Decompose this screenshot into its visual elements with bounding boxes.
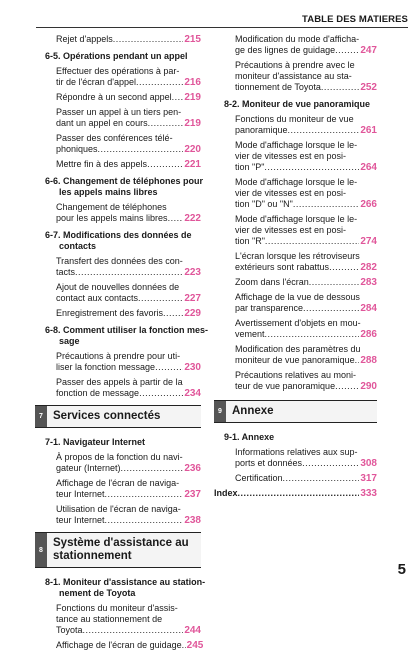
toc-entry[interactable] xyxy=(45,34,201,45)
toc-entry[interactable] xyxy=(224,34,377,56)
toc-entry-text: Changement de téléphones xyxy=(56,202,167,212)
toc-page-number: 237 xyxy=(184,489,201,500)
dot-leader xyxy=(155,362,183,373)
index-label: Index xyxy=(214,488,238,498)
toc-entry-text: tion "P" xyxy=(235,162,265,172)
toc-entry-text: Fonctions du moniteur d'assis- xyxy=(56,603,178,613)
toc-group-right-1 xyxy=(224,34,377,392)
toc-entry-text: pour les appels mains libres xyxy=(56,213,168,223)
toc-page-number: 282 xyxy=(360,262,377,273)
toc-entry-text: Passer des conférences télé- xyxy=(56,133,173,143)
chapter-title: Annexe xyxy=(232,405,274,417)
toc-entry-text: teur Internet xyxy=(56,489,105,499)
toc-entry[interactable] xyxy=(224,292,377,314)
toc-entry[interactable] xyxy=(45,308,201,319)
toc-entry-text: teur Internet xyxy=(56,515,105,525)
toc-entry-text: 9-1. Annexe xyxy=(224,432,275,442)
toc-page-number: 247 xyxy=(360,45,377,56)
toc-entry-text: tionnement de Toyota xyxy=(235,82,321,92)
toc-entry-text: gateur (Internet) xyxy=(56,463,121,473)
toc-page-number: 308 xyxy=(360,458,377,469)
toc-entry[interactable] xyxy=(224,344,377,366)
dot-leader xyxy=(168,213,184,224)
chapter-title: Services connectés xyxy=(53,410,161,422)
toc-page-number: 229 xyxy=(184,308,201,319)
dot-leader xyxy=(75,267,183,278)
toc-entry[interactable] xyxy=(45,478,201,500)
page-number: 5 xyxy=(397,561,406,578)
toc-page-number: 238 xyxy=(184,515,201,526)
toc-entry-text: Rejet d'appels xyxy=(56,34,113,44)
toc-page-number: 288 xyxy=(360,355,377,366)
toc-entry[interactable] xyxy=(224,114,377,136)
toc-entry-text: Mode d'affichage lorsque le le- xyxy=(235,140,358,150)
toc-entry[interactable] xyxy=(224,447,377,469)
dot-leader xyxy=(105,489,184,500)
toc-entry-text: les appels mains libres xyxy=(59,187,158,197)
dot-leader xyxy=(265,329,360,340)
dot-leader xyxy=(329,262,359,273)
toc-entry-text: nement de Toyota xyxy=(59,588,136,598)
toc-group-right-2 xyxy=(224,432,377,484)
chapter-number: 7 xyxy=(35,406,47,427)
toc-entry[interactable] xyxy=(45,256,201,278)
toc-page-number: 290 xyxy=(360,381,377,392)
toc-entry-text: Affichage de l'écran de naviga- xyxy=(56,478,180,488)
toc-entry-text: Enregistrement des favoris xyxy=(56,308,164,318)
dot-leader xyxy=(172,92,184,103)
toc-section-heading[interactable] xyxy=(45,51,201,62)
toc-entry-text: vier de vitesses est en posi- xyxy=(235,151,347,161)
toc-entry[interactable] xyxy=(224,370,377,392)
toc-section-heading[interactable] xyxy=(45,325,209,347)
toc-page-number: 222 xyxy=(184,213,201,224)
toc-page-number: 219 xyxy=(184,118,201,129)
toc-entry[interactable] xyxy=(224,140,377,173)
dot-leader xyxy=(148,118,184,129)
dot-leader xyxy=(283,473,360,484)
toc-entry[interactable] xyxy=(45,107,201,129)
toc-entry-text: Zoom dans l'écran xyxy=(235,277,309,287)
toc-page-number: 284 xyxy=(360,303,377,314)
toc-entry-text: Modification du mode d'afficha- xyxy=(235,34,360,44)
chapter-8-heading[interactable] xyxy=(35,532,201,568)
toc-page-number: 266 xyxy=(360,199,377,210)
dot-leader xyxy=(335,45,359,56)
toc-entry-text: tacts xyxy=(56,267,76,277)
toc-entry-text: 6-7. Modifications des données de xyxy=(45,230,192,240)
toc-entry-text: Précautions à prendre pour uti- xyxy=(56,351,181,361)
toc-page-number: 216 xyxy=(184,77,201,88)
toc-page-number: 215 xyxy=(184,34,201,45)
toc-entry[interactable] xyxy=(224,473,377,484)
dot-leader xyxy=(264,162,359,173)
toc-page-number: 219 xyxy=(184,92,201,103)
toc-entry-text: Passer un appel à un tiers pen- xyxy=(56,107,182,117)
toc-entry-text: tion "D" ou "N" xyxy=(235,199,293,209)
toc-page-number: 236 xyxy=(184,463,201,474)
toc-entry[interactable] xyxy=(224,318,377,340)
toc-entry-text: liser la fonction message xyxy=(56,362,156,372)
toc-page-number: 261 xyxy=(360,125,377,136)
toc-entry[interactable] xyxy=(45,66,201,88)
toc-entry-text: 6-8. Comment utiliser la fonction mes- xyxy=(45,325,209,335)
toc-entry[interactable] xyxy=(45,377,201,399)
toc-entry-text: Fonctions du moniteur de vue xyxy=(235,114,354,124)
toc-entry-text: Ajout de nouvelles données de xyxy=(56,282,180,292)
toc-group-left-3 xyxy=(45,577,206,651)
dot-leader xyxy=(98,144,184,155)
toc-entry-text: panoramique xyxy=(235,125,288,135)
toc-page-number: 245 xyxy=(186,640,204,651)
toc-entry-text: tion "R" xyxy=(235,236,265,246)
toc-entry-text: Répondre à un second appel xyxy=(56,92,172,102)
dot-leader xyxy=(182,640,186,651)
toc-entry-text: Mode d'affichage lorsque le le- xyxy=(235,214,358,224)
toc-entry-text: Précautions relatives au moni- xyxy=(235,370,357,380)
dot-leader xyxy=(335,381,359,392)
toc-page-number: 234 xyxy=(184,388,201,399)
toc-page-number: 317 xyxy=(360,473,377,484)
toc-entry-text: Transfert des données des con- xyxy=(56,256,183,266)
toc-section-heading[interactable] xyxy=(45,577,206,599)
toc-entry-text: Toyota xyxy=(56,625,83,635)
toc-entry-text: Modification des paramètres du xyxy=(235,344,361,354)
dot-leader xyxy=(138,293,183,304)
chapter-7-heading[interactable] xyxy=(35,405,201,428)
toc-entry[interactable] xyxy=(45,133,201,155)
toc-entry-text: vier de vitesses est en posi- xyxy=(235,188,347,198)
toc-entry[interactable] xyxy=(224,277,377,288)
index-page: 333 xyxy=(360,488,377,499)
toc-section-heading[interactable] xyxy=(45,230,201,252)
toc-entry-text: moniteur de vue panoramique xyxy=(235,355,355,365)
dot-leader xyxy=(163,308,183,319)
toc-page-number: 223 xyxy=(184,267,201,278)
toc-page-number: 244 xyxy=(184,625,201,636)
toc-section-heading[interactable] xyxy=(45,437,201,448)
toc-section-heading[interactable] xyxy=(224,99,377,110)
dot-leader xyxy=(113,34,184,45)
toc-entry[interactable] xyxy=(45,640,204,651)
toc-group-left-1 xyxy=(45,34,209,399)
toc-entry-text: tir de l'écran d'appel xyxy=(56,77,136,87)
dot-leader xyxy=(303,303,359,314)
chapter-9-heading[interactable] xyxy=(214,400,377,423)
dot-leader xyxy=(105,515,184,526)
toc-entry-text: moniteur d'assistance au sta- xyxy=(235,71,352,81)
toc-entry-text: contacts xyxy=(59,241,97,251)
toc-right-column xyxy=(214,34,377,499)
toc-entry-text: dant un appel en cours xyxy=(56,118,148,128)
toc-entry-text: 8-1. Moniteur d'assistance au station- xyxy=(45,577,206,587)
dot-leader xyxy=(302,458,359,469)
toc-entry-text: phoniques xyxy=(56,144,98,154)
toc-entry[interactable] xyxy=(45,504,201,526)
toc-entry-text: ports et données xyxy=(235,458,303,468)
dot-leader xyxy=(293,199,360,210)
toc-entry[interactable] xyxy=(224,214,377,247)
toc-entry-text: Précautions à prendre avec le xyxy=(235,60,355,70)
toc-entry-text: Affichage de l'écran de guidage xyxy=(56,640,182,650)
toc-page-number: 221 xyxy=(184,159,201,170)
toc-page-number: 283 xyxy=(360,277,377,288)
dot-leader xyxy=(83,625,184,636)
toc-entry-text: Effectuer des opérations à par- xyxy=(56,66,180,76)
toc-entry[interactable] xyxy=(45,351,201,373)
toc-entry-text: tance au stationnement de xyxy=(56,614,163,624)
toc-entry-text: 6-5. Opérations pendant un appel xyxy=(45,51,188,61)
dot-leader xyxy=(309,277,360,288)
toc-entry[interactable] xyxy=(45,603,201,636)
toc-entry-text: contact aux contacts xyxy=(56,293,139,303)
dot-leader xyxy=(147,159,183,170)
index-entry[interactable] xyxy=(214,488,377,499)
header-title: TABLE DES MATIERES xyxy=(302,14,408,25)
chapter-number: 9 xyxy=(214,401,226,422)
toc-section-heading[interactable] xyxy=(224,432,377,443)
toc-entry-text: sage xyxy=(59,336,80,346)
toc-entry-text: Passer des appels à partir de la xyxy=(56,377,183,387)
toc-group-left-2 xyxy=(45,437,201,526)
dot-leader xyxy=(121,463,184,474)
toc-entry-text: Affichage de la vue de dessous xyxy=(235,292,360,302)
toc-page-number: 264 xyxy=(360,162,377,173)
chapter-number: 8 xyxy=(35,533,47,567)
toc-entry[interactable] xyxy=(224,251,377,273)
header-rule xyxy=(36,27,408,28)
dot-leader xyxy=(238,488,360,498)
toc-entry-text: L'écran lorsque les rétroviseurs xyxy=(235,251,360,261)
toc-entry-text: Avertissement d'objets en mou- xyxy=(235,318,361,328)
toc-entry[interactable] xyxy=(224,177,377,210)
toc-entry[interactable] xyxy=(45,452,201,474)
toc-entry-text: Certification xyxy=(235,473,283,483)
dot-leader xyxy=(355,355,360,366)
toc-entry-text: par transparence xyxy=(235,303,304,313)
toc-entry-text: 6-6. Changement de téléphones pour xyxy=(45,176,204,186)
toc-page-number: 227 xyxy=(184,293,201,304)
toc-section-heading[interactable] xyxy=(45,176,204,198)
toc-entry-text: 7-1. Navigateur Internet xyxy=(45,437,146,447)
dot-leader xyxy=(136,77,183,88)
dot-leader xyxy=(139,388,183,399)
toc-entry-text: Utilisation de l'écran de naviga- xyxy=(56,504,181,514)
toc-entry-text: 8-2. Moniteur de vue panoramique xyxy=(224,99,371,109)
toc-entry-text: ge des lignes de guidage xyxy=(235,45,336,55)
toc-entry[interactable] xyxy=(45,282,201,304)
toc-page-number: 230 xyxy=(184,362,201,373)
toc-entry-text: fonction de message xyxy=(56,388,140,398)
toc-entry[interactable] xyxy=(45,159,201,170)
toc-left-column xyxy=(39,34,209,655)
toc-entry-text: À propos de la fonction du navi- xyxy=(56,452,183,462)
dot-leader xyxy=(265,236,359,247)
toc-page-number: 274 xyxy=(360,236,377,247)
toc-entry-text: Mettre fin à des appels xyxy=(56,159,148,169)
toc-entry[interactable] xyxy=(224,60,377,93)
toc-entry[interactable] xyxy=(45,202,201,224)
chapter-title: Système d'assistance au stationnement xyxy=(53,537,189,562)
toc-entry[interactable] xyxy=(45,92,201,103)
dot-leader xyxy=(288,125,360,136)
toc-page-number: 220 xyxy=(184,144,201,155)
toc-entry-text: vement xyxy=(235,329,265,339)
toc-entry-text: vier de vitesses est en posi- xyxy=(235,225,347,235)
toc-entry-text: Informations relatives aux sup- xyxy=(235,447,358,457)
toc-page-number: 286 xyxy=(360,329,377,340)
toc-entry-text: extérieurs sont rabattus xyxy=(235,262,330,272)
toc-page-number: 252 xyxy=(360,82,377,93)
toc-entry-text: teur de vue panoramique xyxy=(235,381,336,391)
dot-leader xyxy=(321,82,359,93)
toc-entry-text: Mode d'affichage lorsque le le- xyxy=(235,177,358,187)
